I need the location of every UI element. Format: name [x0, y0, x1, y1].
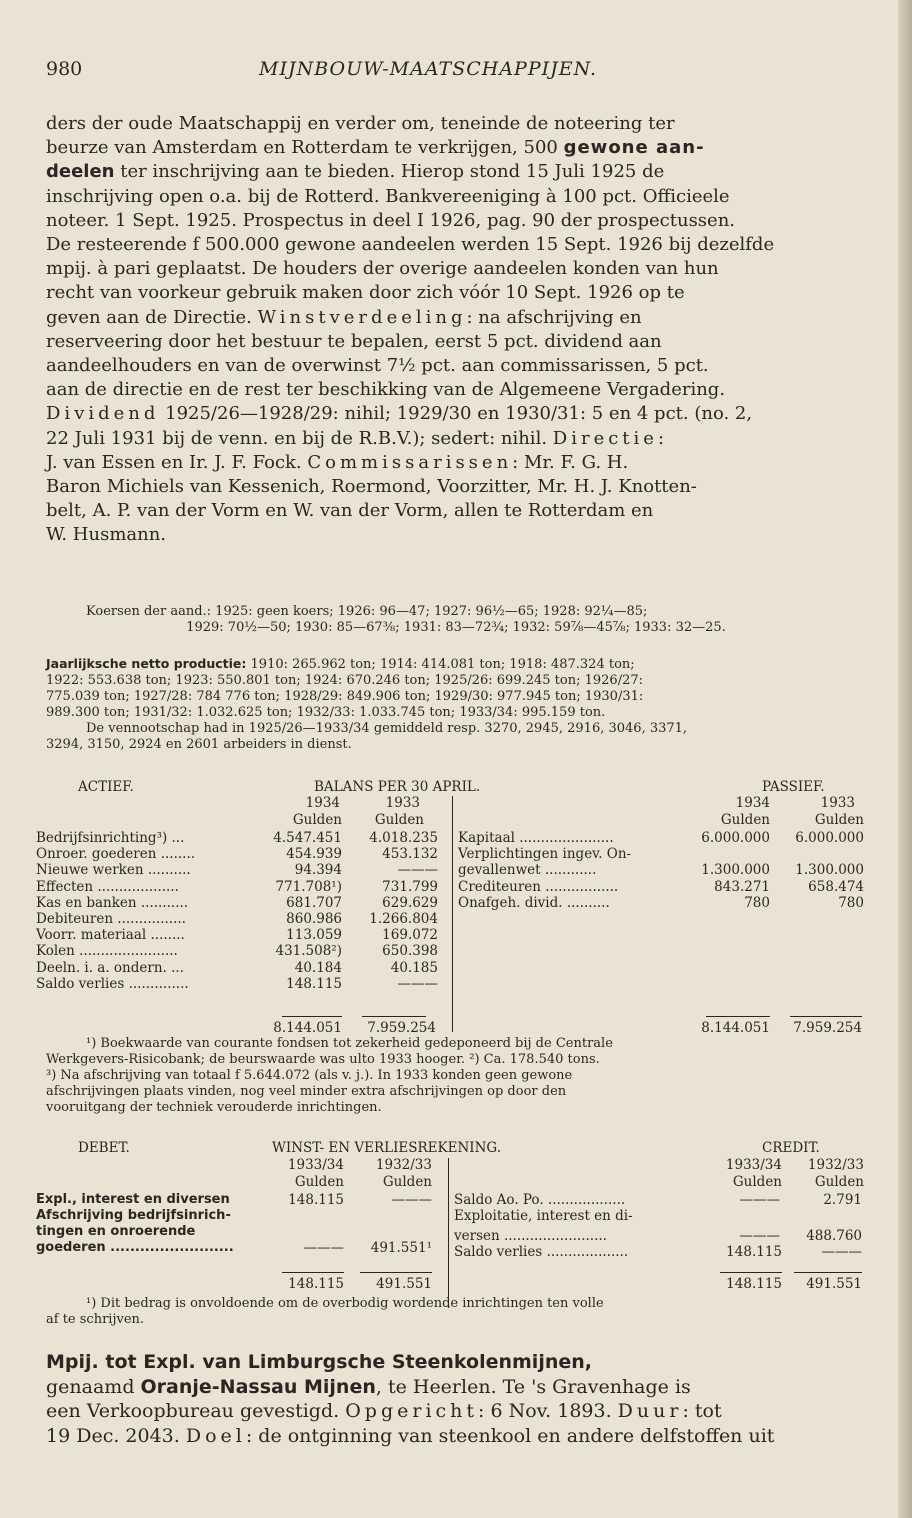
actief-value-1934: 454.939 [286, 846, 342, 863]
col-year: 1932/33 [375, 1157, 432, 1173]
text-line: mpij. à pari geplaatst. De houders der overige aandeelen konden van hun [46, 258, 719, 280]
debet-row: tingen en onroerende [36, 1224, 196, 1239]
col-currency: Gulden [292, 812, 342, 828]
text-line: deelen ter inschrijving aan te bieden. Hierop stond 15 Juli 1925 de [46, 161, 665, 183]
passief-value-1933: 780 [838, 894, 864, 911]
actief-value-1934: 4.547.451 [273, 830, 342, 846]
actief-row-label: Effecten ................... [36, 878, 179, 895]
col-currency: Gulden [720, 812, 770, 828]
credit-value: 2.791 [823, 1192, 862, 1208]
credit-value: 148.115 [726, 1244, 782, 1260]
total-value: 148.115 [288, 1276, 344, 1292]
passief-value-1933: 1.300.000 [795, 862, 864, 879]
total-rule [282, 1272, 344, 1273]
page-number: 980 [46, 58, 83, 80]
text-line: Jaarlijksche netto productie: 1910: 265.962 ton; 1914: 414.081 ton; 1918: 487.324 ton; [46, 656, 635, 672]
text-line: 3294, 3150, 2924 en 2601 arbeiders in dienst. [46, 737, 352, 752]
debet-row: goederen ......................... [36, 1240, 234, 1255]
total-value: 7.959.254 [793, 1020, 862, 1036]
actief-value-1934: 860.986 [286, 911, 342, 927]
credit-value: 488.760 [806, 1228, 862, 1244]
footnote-line: Werkgevers-Risicobank; de beurswaarde was ulto 1933 hooger. ²) Ca. 178.540 tons. [46, 1052, 600, 1067]
actief-value-1934: 94.394 [294, 862, 342, 879]
debet-row: Expl., interest en diversen [36, 1192, 230, 1207]
passief-value-1934: 1.300.000 [701, 862, 770, 879]
intro-paragraph [46, 112, 866, 548]
next-company-entry [46, 1350, 866, 1448]
credit-row: Saldo verlies ................... [454, 1244, 629, 1260]
total-value: 148.115 [726, 1276, 782, 1292]
actief-value-1933: 731.799 [382, 878, 438, 895]
passief-row-label: gevallenwet ............ [458, 862, 597, 879]
passief-row-label: Verplichtingen ingev. On- [458, 846, 632, 863]
winst-divider [448, 1158, 449, 1308]
credit-row: Exploitatie, interest en di- [454, 1208, 633, 1224]
winst-title: WINST- EN VERLIESREKENING. [272, 1140, 502, 1156]
actief-value-1933: 40.185 [390, 959, 438, 976]
text-line: een Verkoopbureau gevestigd. Opgericht: 6 Nov. 1893. Duur: tot [46, 1400, 722, 1422]
actief-row-label: Bedrijfsinrichting³) ... [36, 830, 185, 846]
col-year: 1933/34 [725, 1157, 782, 1173]
text-line: 775.039 ton; 1927/28: 784 776 ton; 1928/29: 849.906 ton; 1929/30: 977.945 ton; 1930/31: [46, 689, 644, 704]
total-rule [720, 1272, 782, 1273]
col-currency: Gulden [374, 812, 424, 828]
total-rule [362, 1016, 426, 1017]
total-value: 8.144.051 [701, 1020, 770, 1036]
balans-title: BALANS PER 30 APRIL. [314, 779, 481, 795]
actief-heading: ACTIEF. [78, 779, 134, 795]
actief-row-label: Onroer. goederen ........ [36, 846, 196, 863]
actief-value-1933: 453.132 [382, 846, 438, 863]
actief-value-1934: 148.115 [286, 975, 342, 992]
debet-value: ——— [303, 1240, 344, 1256]
text-line: aandeelhouders en van de overwinst 7½ pct. aan commissarissen, 5 pct. [46, 355, 709, 377]
footnote-line: vooruitgang der techniek verouderde inrichtingen. [46, 1100, 382, 1115]
debet-value: 491.551¹ [370, 1240, 432, 1256]
balans-divider [452, 796, 453, 1032]
text-line: geven aan de Directie. Winstverdeeling: na afschrijving en [46, 306, 642, 328]
actief-value-1933: 650.398 [382, 943, 438, 960]
balans-notes [46, 1036, 866, 1116]
passief-value-1933: 658.474 [808, 878, 864, 895]
actief-value-1934: 771.708¹) [275, 878, 342, 895]
text-line: J. van Essen en Ir. J. F. Fock. Commissarissen: Mr. F. G. H. [46, 451, 629, 473]
credit-value: ——— [821, 1244, 862, 1260]
passief-value-1934: 843.271 [714, 878, 770, 895]
footnote-line: ¹) Boekwaarde van courante fondsen tot zekerheid gedeponeerd bij de Centrale [86, 1036, 613, 1051]
actief-value-1933: ——— [397, 975, 438, 992]
footnote-line: afschrijvingen plaats vinden, nog veel minder extra afschrijvingen op door den [46, 1084, 567, 1099]
koersen-block [46, 604, 866, 636]
col-year: 1933/34 [287, 1157, 344, 1173]
col-currency: Gulden [732, 1174, 782, 1190]
col-year: 1934 [735, 795, 770, 811]
actief-value-1933: 4.018.235 [369, 830, 438, 846]
debet-heading: DEBET. [78, 1140, 130, 1156]
productie-block [46, 656, 866, 753]
col-year: 1933 [820, 795, 855, 811]
running-title: MIJNBOUW-MAATSCHAPPIJEN. [259, 58, 598, 80]
passief-row-label: Crediteuren ................. [458, 878, 619, 895]
total-rule [790, 1016, 862, 1017]
passief-heading: PASSIEF. [762, 779, 825, 795]
actief-value-1933: 629.629 [382, 894, 438, 911]
total-rule [282, 1016, 342, 1017]
passief-row-label: Onafgeh. divid. .......... [458, 894, 610, 911]
company-heading: Mpij. tot Expl. van Limburgsche Steenkolenmijnen, [46, 1351, 592, 1373]
text-line: beurze van Amsterdam en Rotterdam te verkrijgen, 500 gewone aan- [46, 137, 705, 159]
total-rule [794, 1272, 862, 1273]
actief-value-1933: 169.072 [382, 927, 438, 944]
footnote-line: ³) Na afschrijving van totaal f 5.644.072 (als v. j.). In 1933 konden geen gewone [46, 1068, 573, 1083]
winst-note [46, 1296, 866, 1328]
total-value: 491.551 [806, 1276, 862, 1292]
actief-row-label: Kolen ....................... [36, 943, 178, 960]
koersen-line: Koersen der aand.: 1925: geen koers; 1926: 96—47; 1927: 96½—65; 1928: 92¼—85; [86, 604, 648, 619]
col-year: 1933 [385, 795, 420, 811]
text-line: noteer. 1 Sept. 1925. Prospectus in deel I 1926, pag. 90 der prospectussen. [46, 209, 736, 231]
passief-row-label: Kapitaal ...................... [458, 830, 614, 846]
text-line: Dividend 1925/26—1928/29: nihil; 1929/30 en 1930/31: 5 en 4 pct. (no. 2, [46, 403, 753, 425]
text-line: Baron Michiels van Kessenich, Roermond, Voorzitter, Mr. H. J. Knotten- [46, 476, 697, 498]
actief-row-label: Debiteuren ................ [36, 911, 186, 927]
footnote-line: ¹) Dit bedrag is onvoldoende om de overbodig wordende inrichtingen ten volle [86, 1296, 604, 1311]
actief-value-1933: 1.266.804 [369, 911, 438, 927]
text-line: inschrijving open o.a. bij de Rotterd. Bankvereeniging à 100 pct. Officieele [46, 185, 730, 207]
actief-value-1934: 113.059 [286, 927, 342, 944]
actief-value-1934: 40.184 [294, 959, 342, 976]
actief-row-label: Saldo verlies .............. [36, 975, 189, 992]
passief-value-1934: 6.000.000 [701, 830, 770, 846]
text-line: 22 Juli 1931 bij de venn. en bij de R.B.V.); sedert: nihil. Directie: [46, 427, 669, 449]
text-line: ders der oude Maatschappij en verder om, teneinde de noteering ter [46, 113, 675, 134]
page-edge [898, 0, 912, 1518]
total-rule [706, 1016, 770, 1017]
debet-row: Afschrijving bedrijfsinrich- [36, 1208, 231, 1223]
col-currency: Gulden [814, 1174, 864, 1190]
col-year: 1934 [305, 795, 340, 811]
total-value: 7.959.254 [367, 1020, 436, 1036]
actief-row-label: Deeln. i. a. ondern. ... [36, 959, 184, 976]
col-currency: Gulden [294, 1174, 344, 1190]
credit-row: Saldo Ao. Po. .................. [454, 1192, 626, 1208]
total-value: 8.144.051 [273, 1020, 342, 1036]
text-line: De resteerende f 500.000 gewone aandeelen werden 15 Sept. 1926 bij dezelfde [46, 234, 775, 256]
text-line: recht van voorkeur gebruik maken door zich vóór 10 Sept. 1926 op te [46, 282, 685, 304]
actief-row-label: Kas en banken ........... [36, 894, 189, 911]
text-line: aan de directie en de rest ter beschikking van de Algemeene Vergadering. [46, 379, 726, 401]
actief-value-1934: 681.707 [286, 894, 342, 911]
credit-value: ——— [739, 1192, 780, 1208]
credit-heading: CREDIT. [762, 1140, 820, 1156]
text-line: 989.300 ton; 1931/32: 1.032.625 ton; 1932/33: 1.033.745 ton; 1933/34: 995.159 ton. [46, 705, 606, 720]
text-line: W. Husmann. [46, 524, 167, 546]
passief-value-1934: 780 [744, 894, 770, 911]
total-rule [360, 1272, 432, 1273]
koersen-line: 1929: 70½—50; 1930: 85—67⅜; 1931: 83—72¾; 1932: 59⅞—45⅞; 1933: 32—25. [186, 620, 726, 635]
text-line: belt, A. P. van der Vorm en W. van der Vorm, allen te Rotterdam en [46, 500, 654, 522]
text-line: De vennootschap had in 1925/26—1933/34 gemiddeld resp. 3270, 2945, 2916, 3046, 3371, [86, 721, 688, 736]
actief-row-label: Nieuwe werken .......... [36, 862, 191, 879]
actief-row-label: Voorr. materiaal ........ [36, 927, 185, 944]
col-year: 1932/33 [807, 1157, 864, 1173]
col-currency: Gulden [814, 812, 864, 828]
col-currency: Gulden [382, 1174, 432, 1190]
text-line: 1922: 553.638 ton; 1923: 550.801 ton; 1924: 670.246 ton; 1925/26: 699.245 ton; 1926/27: [46, 673, 643, 688]
credit-value: ——— [739, 1228, 780, 1244]
actief-value-1933: ——— [397, 862, 438, 879]
total-value: 491.551 [376, 1276, 432, 1292]
actief-value-1934: 431.508²) [275, 943, 342, 960]
text-line: 19 Dec. 2043. Doel: de ontginning van steenkool en andere delfstoffen uit [46, 1424, 775, 1447]
running-header [46, 58, 866, 84]
passief-value-1933: 6.000.000 [795, 830, 864, 846]
debet-value: ——— [391, 1192, 432, 1208]
debet-value: 148.115 [288, 1192, 344, 1208]
footnote-line: af te schrijven. [46, 1312, 145, 1327]
text-line: genaamd Oranje-Nassau Mijnen, te Heerlen. Te 's Gravenhage is [46, 1375, 691, 1398]
credit-row: versen ........................ [454, 1228, 607, 1244]
text-line: reserveering door het bestuur te bepalen, eerst 5 pct. dividend aan [46, 330, 662, 352]
